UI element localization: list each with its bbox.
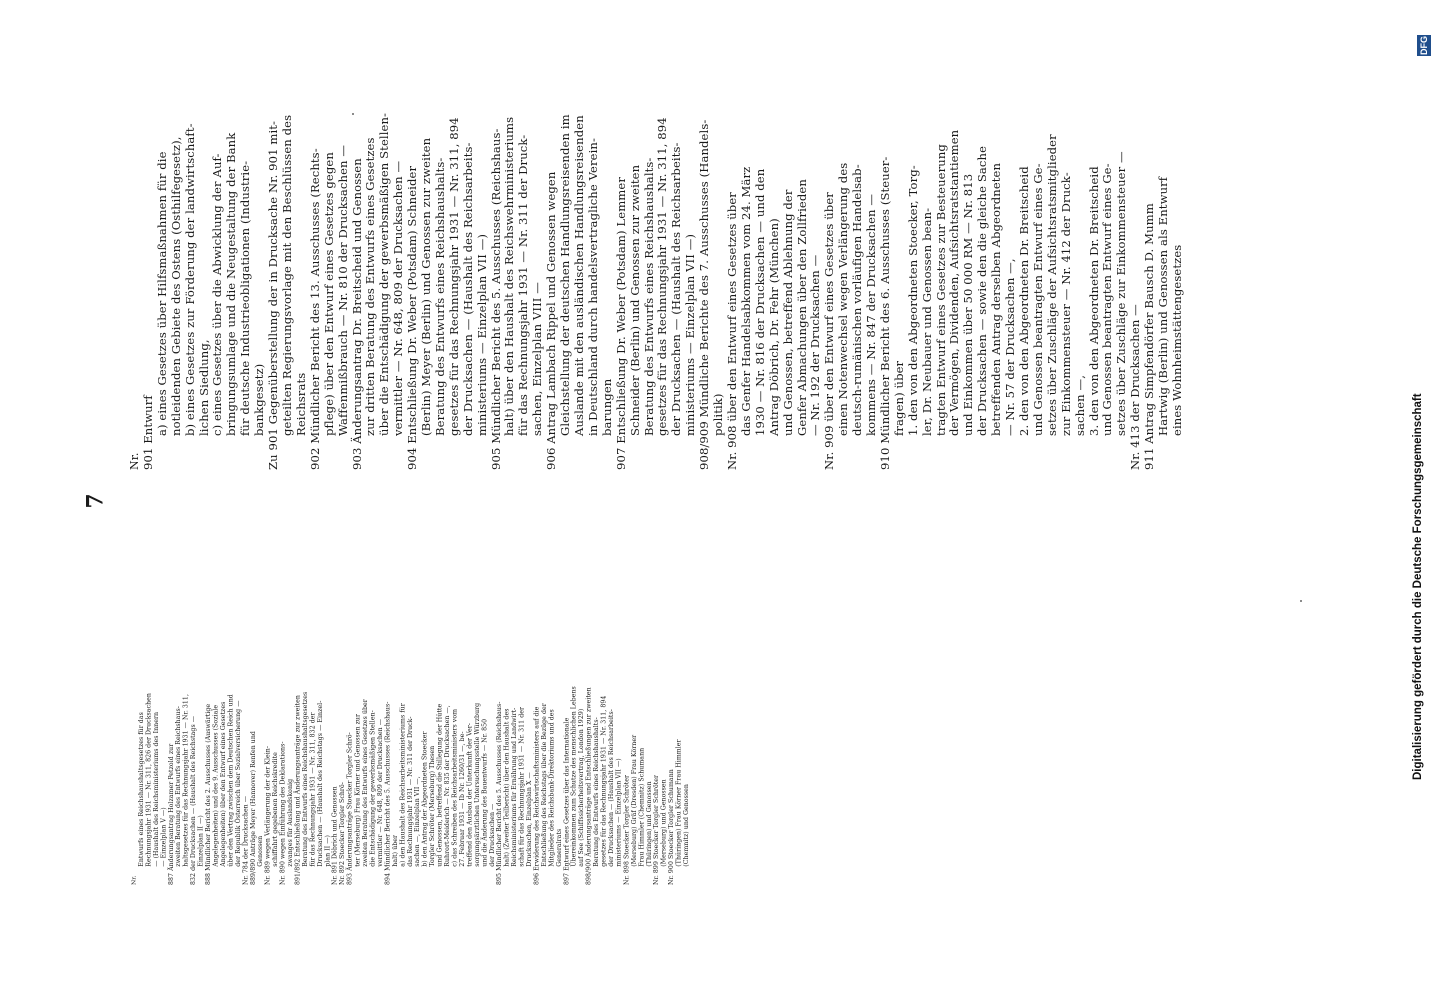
text-line: halt) über den Haushalt des Reichswehrministeriums xyxy=(502,116,517,436)
text-line: Nr. 889 wegen Verlängerung der der Klein- xyxy=(263,745,272,885)
text-line: Genossen xyxy=(256,835,264,867)
text-line: 903 Änderungsantrag Dr. Breitscheid und Genossen xyxy=(349,158,364,470)
text-line: Nr. 891 Döbrich und Genossen xyxy=(331,786,339,885)
scan-speck xyxy=(1300,600,1302,602)
text-line: Nr. 784 der Drucksachen — xyxy=(241,795,249,885)
text-line: der Vermögen, Dividenden, Aufsichtsratstantiemen xyxy=(947,129,962,436)
text-line: gesetzes für das Rechnungsjahr 1931 — Nr. 311, 894 xyxy=(655,117,670,436)
text-line: gesetzes für das Rechnungsjahr 1931 — Nr. 311, 894 xyxy=(446,117,461,436)
text-line: Drucksachen, Einzelplan X — xyxy=(525,772,533,867)
text-line: 898/900 Änderungsanträge und Entschließungen zur zweiten xyxy=(584,687,593,885)
text-line: ler, Dr. Neubauer und Genossen bean- xyxy=(919,207,934,436)
text-line: notleidenden Gebiete des Ostens (Osthilfegesetz), xyxy=(168,136,183,436)
text-line: und Genossen beantragten Entwurf eines Ge- xyxy=(1030,163,1045,436)
text-line: der Drucksachen — (Haushalt des Reichsarbeits- xyxy=(607,709,615,867)
text-line: 896 Erwiderung des Reichswirtschaftsministers auf die xyxy=(532,706,541,885)
text-line: zur dritten Beratung des Entwurfs eines Gesetzes xyxy=(363,137,378,436)
text-line: für das Rechnungsjahr 1931 — Nr. 311 der Druck- xyxy=(516,134,531,436)
text-line: die Entschädigung der gewerbsmäßigen Stellen- xyxy=(368,710,376,867)
text-line: gesetzes für das Rechnungsjahr 1931 — Nr. 311, 894 xyxy=(599,695,608,867)
text-line: sorgungsärztlichen Untersuchungsstelle Würzburg xyxy=(472,702,481,867)
text-line: 889/890 Anträge Meyer (Hannover) Renfen und xyxy=(248,731,257,885)
text-line: 894 Mündlicher Bericht des 5. Ausschusses (Reichshaus- xyxy=(383,701,391,885)
text-line: Ruhrort-Meiderich — Nr. 835 der Drucksachen —, xyxy=(443,705,451,867)
text-line: 888 Mündlicher Bericht des 2. Ausschusses (Auswärtige xyxy=(204,703,212,885)
left-column xyxy=(130,686,690,885)
right-column-block xyxy=(128,113,1185,470)
text-line: in Deutschland durch handelsvertragliche Verein- xyxy=(585,138,600,436)
text-line: zweiten Beratung des Entwurfs eines Reichshaus- xyxy=(174,706,182,867)
text-line: 901 Entwurf xyxy=(140,395,155,470)
text-line: Beratung des Entwurfs eines Reichshaushalts- xyxy=(641,157,656,436)
digitization-note: Digitalisierung gefördert durch die Deutsche Forschungsgemeinschaft xyxy=(1412,393,1424,780)
right-column-lines xyxy=(142,113,1185,470)
text-line: für das Rechnungsjahr 1931 — Nr. 311, 832 der xyxy=(308,712,317,867)
text-line: 907 Entschließung Dr. Weber (Potsdam) Lemmer xyxy=(613,177,628,470)
text-line: und Einkommen über 50 000 RM — Nr. 813 xyxy=(961,173,976,436)
text-line: — Nr. 192 der Drucksachen — xyxy=(808,254,823,436)
text-line: bankgesetz) xyxy=(252,363,267,436)
text-line: Angelegenheiten) und des 9. Ausschusses (Soziale xyxy=(211,704,220,867)
text-line: c) eines Gesetzes über die Abwicklung der Auf- xyxy=(210,153,225,436)
text-line: Einzelplan II —) xyxy=(196,815,205,867)
text-line: 893 Änderungsanträge Stoecker Torgler Schrö- xyxy=(345,732,354,885)
text-line: einen Notenwechsel wegen Verlängerung des xyxy=(836,162,851,436)
text-line: und Genossen beantragten Entwurf eines Ge- xyxy=(1100,163,1115,436)
right-column-header: Nr. xyxy=(128,452,141,470)
text-line: Genfer Abmachungen über den Zollfrieden xyxy=(794,179,809,436)
left-column-header: Nr. xyxy=(130,875,137,885)
text-line: auf See (Schiffssicherheitsvertrag, London 1929) xyxy=(577,708,585,867)
text-line: zweiten Beratung des Entwurfs eines Gesetzes über xyxy=(360,699,369,867)
text-line: 3. den von den Abgeordneten Dr. Breitscheid xyxy=(1086,166,1101,436)
text-line: vermittler — Nr. 648, 809 der Drucksachen — xyxy=(375,718,384,867)
text-line: ministeriums — Einzelplan VII —) xyxy=(614,758,623,867)
left-column-lines xyxy=(137,686,690,885)
text-line: der Republik Österreich über Sozialversicherung — xyxy=(233,700,242,867)
text-line: zur Einkommensteuer — Nr. 412 der Druck- xyxy=(1058,172,1073,436)
text-line: Beratung des Entwurfs eines Reichshaushalts- xyxy=(432,157,447,436)
scan-speck xyxy=(352,113,354,115)
text-line: Frau Himmler (Chemnitz) Schumann xyxy=(637,747,645,867)
text-line: Nr. 909 über den Entwurf eines Gesetzes über xyxy=(822,192,837,470)
text-line: Nr. 899 Stoecker Torgler Schröter xyxy=(652,774,660,885)
text-line: setzes über Zuschläge zur Einkommensteuer — xyxy=(1114,151,1129,436)
text-line: 904 Entschließung Dr. Weber (Potsdam) Schneider xyxy=(405,165,420,470)
text-line: — Einzelplan V —) xyxy=(159,807,167,867)
text-line: der Drucksachen — (Haushalt des Reichsarbeits- xyxy=(669,142,684,436)
text-line: über die Entschädigung der gewerbsmäßigen Stellen- xyxy=(377,112,392,436)
text-line: a) den Haushalt des Reichsarbeitsministeriums für xyxy=(398,703,406,867)
text-line: Nr. 908 über den Entwurf eines Gesetzes über xyxy=(724,192,739,470)
text-line: (Thüringen) Frau Körner Frau Himmler xyxy=(674,739,683,867)
text-line: — Nr. 57 der Drucksachen —, xyxy=(1003,258,1018,436)
text-line: b) eines Gesetzes zur Förderung der landwirtschaft- xyxy=(182,123,197,436)
text-line: 891/892 Entschließung und Änderungsanträge zur zweiten xyxy=(293,695,302,885)
text-line: für deutsche Industrieobligationen (Industrie- xyxy=(238,160,253,436)
text-line: betreffenden Antrag derselben Abgeordneten xyxy=(989,162,1004,436)
text-line: 1. den von den Abgeordneten Stoecker, Torg- xyxy=(905,165,920,436)
text-line: deutsch-rumänischen vorläufigen Handelsab- xyxy=(850,164,865,436)
text-line: Reichsrats xyxy=(293,372,308,436)
text-line: Drucksachen — (Haushalt des Reichstags — Einzel- xyxy=(316,700,324,867)
text-line: Nr. 890 wegen Einführung des Deklarations- xyxy=(278,741,287,885)
text-line: schiffahrt gegebenen Reichskredite xyxy=(271,752,279,867)
text-line: zwanges für Auslandskonig xyxy=(286,778,294,867)
text-line: fragen) über xyxy=(891,360,906,436)
text-line: Generalrats xyxy=(555,828,563,867)
text-line: Waffenmißbrauch — Nr. 810 der Drucksachen — xyxy=(335,144,350,436)
text-line: Gleichstellung der deutschen Handlungsreisenden im xyxy=(558,114,573,436)
text-line: Nr. 898 Stoecker Torgler Schröter xyxy=(622,774,630,885)
text-line: tragten Entwurf eines Gesetzes zur Besteuerung xyxy=(933,144,948,436)
text-line: der Drucksachen — (Haushalt des Reichsarbeits- xyxy=(460,142,475,436)
text-line: ministeriums — Einzelplan VII —) xyxy=(683,233,698,436)
text-line: halt) (Zweiter Teilbericht) über den Haushalt des xyxy=(502,708,511,867)
text-line: Mitglieder des Reichsbank-Direktoriums und des xyxy=(547,709,556,867)
text-line: ter (Merseburg) Frau Körner und Genossen zur xyxy=(353,713,361,867)
text-line: Entwurfs eines Reichshaushaltsgesetzes für das xyxy=(136,712,145,867)
text-line: kommens — Nr. 847 der Drucksachen — xyxy=(864,193,879,436)
text-line: (Thüringen) und Genossen xyxy=(644,781,653,867)
text-line: setzes über Zuschläge der Aufsichtsratsmitglieder xyxy=(1044,134,1059,436)
dfg-logo: DFG xyxy=(1419,36,1429,55)
text-line: 902 Mündlicher Bericht des 13. Ausschusses (Rechts- xyxy=(307,148,322,470)
text-line: das Genfer Handelsabkommen vom 24. März xyxy=(738,166,753,436)
text-line: (Merseburg) und Genossen xyxy=(659,779,668,867)
text-line: Auslande mit den ausländischen Handlungsreisenden xyxy=(572,115,586,436)
text-line: Nr. 900 Stoecker Torgler Schumann xyxy=(667,769,675,885)
text-line: Beratung des Entwurfs eines Reichshaushalts- xyxy=(592,717,600,867)
text-line: 905 Mündlicher Bericht des 5. Ausschusses (Reichshaus- xyxy=(488,128,503,470)
text-line: haltsgesetzes für das Rechnungsjahr 1931 — Nr. 311, xyxy=(181,694,190,867)
text-line: Reichsministeriums für Ernährung und Landwirt- xyxy=(510,707,518,867)
text-line: 2. den von den Abgeordneten Dr. Breitscheid xyxy=(1017,166,1031,436)
text-line: Übereinkommen zum Schutze des menschlichen Lebens xyxy=(569,686,578,867)
text-line: (Chemnitz) und Genossen xyxy=(681,784,690,867)
text-line: b) den Antrag der Abgeordneten Stoecker xyxy=(420,731,429,867)
text-line: Beratung des Entwurfs eines Reichshaushaltsgesetzes xyxy=(301,691,309,867)
text-line: lichen Siedlung, xyxy=(196,339,211,436)
text-line: — (Haushalt des Reichsministeriums des Innern xyxy=(151,711,160,867)
text-line: treffend den Ausbau der Unterkunft der Ver- xyxy=(465,723,473,867)
text-line: bringungsumlage und die Neugestaltung der Bank xyxy=(224,132,239,436)
text-line: geteilten Regierungsvorlage mit den Beschlüssen des xyxy=(279,114,294,436)
text-line: (Merseburg) Gräf (Dresden) Frau Körner xyxy=(629,734,638,867)
text-line: sachen, Einzelplan VIII — xyxy=(530,282,545,436)
text-line: schaft für das Rechnungsjahr 1931 — Nr. 311 der xyxy=(517,706,526,867)
text-line: 895 Mündlicher Bericht des 5. Ausschusses (Reichshaus- xyxy=(495,701,503,885)
text-line: und Genossen, betreffend Ablehnung der xyxy=(780,189,795,436)
text-line: Hartwig (Berlin) und Genossen als Entwurf xyxy=(1156,176,1171,436)
text-line: 1930 — Nr. 816 der Drucksachen — und den xyxy=(752,168,767,436)
text-line: das Rechnungsjahr 1931 — Nr. 311 der Druck- xyxy=(405,716,414,867)
text-line: ministeriums — Einzelplan VII —) xyxy=(474,233,489,436)
text-line: barungen xyxy=(599,378,614,436)
text-line: 910 Mündlicher Bericht des 6. Ausschusses (Steuer- xyxy=(877,156,892,470)
text-line: 897 Entwurf eines Gesetzes über das Internationale xyxy=(562,717,571,885)
text-line: der Drucksachen — sowie den die gleiche Sache xyxy=(975,145,990,436)
text-line: vermittler — Nr. 648, 809 der Drucksachen — xyxy=(391,160,406,436)
text-line: Angelegenheiten) über den Entwurf eines Gesetzes xyxy=(219,701,227,867)
text-line: und Genossen, betreffend die Stillegung der Hütte xyxy=(435,703,444,867)
text-line: eines Wohnheimstättengesetzes xyxy=(1169,244,1184,436)
text-line: politik) xyxy=(711,393,726,436)
text-line: Torgler Schröter (Merseburg) Thesen xyxy=(428,745,436,867)
page-number: 7 xyxy=(82,493,109,509)
text-line: 908/909 Mündliche Berichte des 7. Ausschusses (Handels- xyxy=(697,119,712,470)
text-line: Nr. 892 Stoecker Torgler Schrö- xyxy=(338,782,347,885)
text-line: 832 der Drucksachen — (Haushalt des Reichstags — xyxy=(189,715,197,885)
text-line: Schneider (Berlin) und Genossen zur zweiten xyxy=(627,164,642,436)
text-line: der Drucksachen — xyxy=(487,803,496,867)
text-line: Rechnungsjahr 1931 — Nr. 311, 826 der Drucksachen xyxy=(144,693,152,867)
text-line: 911 Antrag Simpfendörfer Bausch D. Mumm xyxy=(1142,203,1157,470)
text-line: c) das Schreiben des Reichsarbeitsministers vom xyxy=(450,708,459,867)
text-line: halt) über xyxy=(390,834,399,867)
text-line: sachen —, Einzelplan VII —, xyxy=(413,776,421,867)
text-line: 27. Februar 1931 — Ib Nr. 1260/31 —, be- xyxy=(457,731,466,867)
text-line: und die Änderung des Bauentwurfs — Nr. 850 xyxy=(480,718,488,867)
text-line: a) eines Gesetzes über Hilfsmaßnahmen für die xyxy=(154,151,169,436)
text-line: (Berlin) Meyer (Berlin) und Genossen zur zweiten xyxy=(419,137,434,436)
text-line: plan II —) xyxy=(323,834,332,867)
text-line: 906 Antrag Lambach Rippel und Genossen wegen xyxy=(544,171,559,470)
text-line: sachen —, xyxy=(1072,374,1087,436)
text-line: Antrag Döbrich, Dr. Fehr (München) xyxy=(766,218,781,436)
text-line: 887 Änderungsantrag Holzamer Petzold zur xyxy=(166,743,175,885)
text-line: Entschließung des Reichstags über die Bezüge der xyxy=(540,703,548,867)
text-line: über den Vertrag zwischen dem Deutschen Reich und xyxy=(226,694,235,867)
text-line: Nr. 413 der Drucksachen — xyxy=(1128,304,1143,470)
text-line: pflege) über den Entwurf eines Gesetzes gegen xyxy=(321,152,336,436)
text-line: Zu 901 Gegenüberstellung der in Drucksache Nr. 901 mit- xyxy=(266,120,281,470)
